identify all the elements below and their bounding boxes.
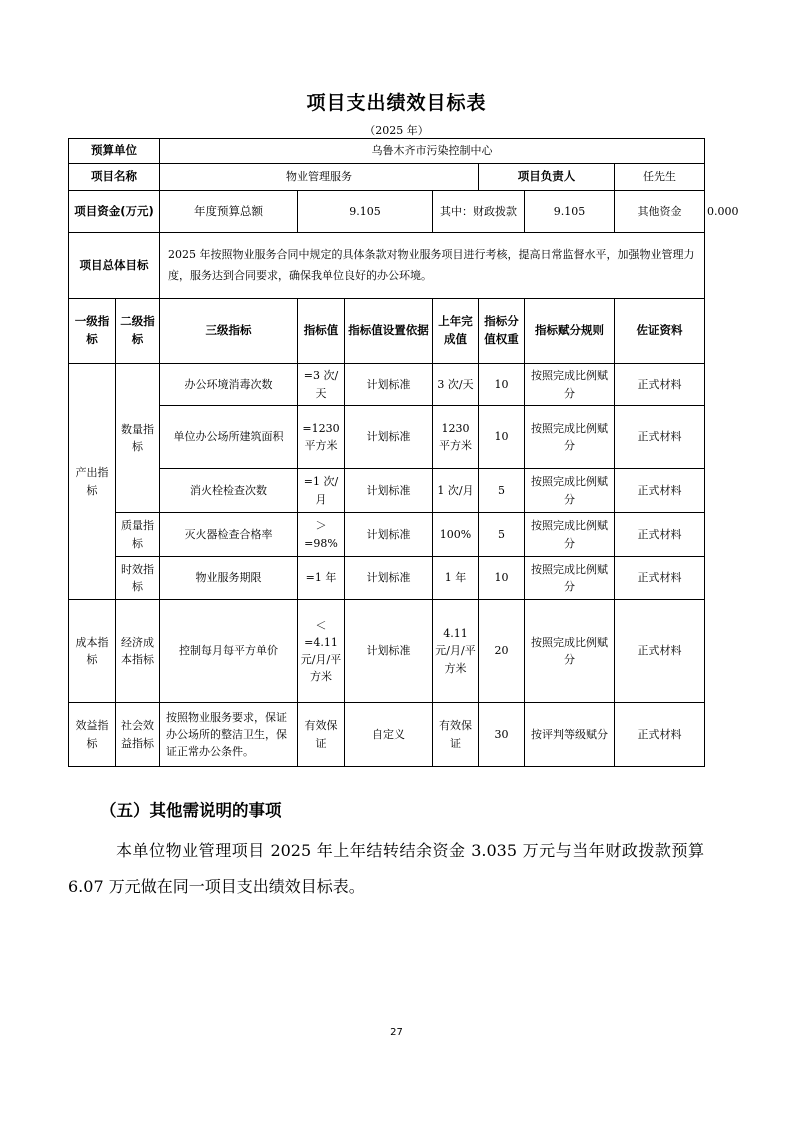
budget-unit-label: 预算单位: [69, 139, 160, 164]
level2-cell: 质量指标: [116, 513, 160, 557]
header-evidence: 佐证资料: [615, 299, 705, 364]
evidence-cell: 正式材料: [615, 703, 705, 767]
fiscal-value: 9.105: [525, 191, 615, 233]
weight-cell: 10: [479, 364, 525, 406]
funds-label: 项目资金(万元): [69, 191, 160, 233]
value-cell: ＞ =98%: [298, 513, 345, 557]
evidence-cell: 正式材料: [615, 364, 705, 406]
page-title: 项目支出绩效目标表: [306, 92, 487, 114]
level3-cell: 消火栓检查次数: [160, 469, 298, 513]
table-row: [69, 557, 705, 600]
table-row: [69, 364, 705, 406]
level3-cell: 物业服务期限: [160, 557, 298, 600]
table-row: [69, 469, 705, 513]
level2-cell: 经济成本指标: [116, 600, 160, 703]
basis-cell: 计划标准: [345, 557, 433, 600]
level3-cell: 单位办公场所建筑面积: [160, 406, 298, 469]
basis-cell: 计划标准: [345, 406, 433, 469]
other-label: 其他资金: [615, 191, 705, 233]
value-cell: =1 年: [298, 557, 345, 600]
value-cell: =1230 平方米: [298, 406, 345, 469]
rule-cell: 按照完成比例赋分: [525, 513, 615, 557]
table-row: [69, 406, 705, 469]
value-cell: =3 次/天: [298, 364, 345, 406]
explanation-paragraph: 本单位物业管理项目 2025 年上年结转结余资金 3.035 万元与当年财政拨款预算 6.07 万元做在同一项目支出绩效目标表。: [68, 841, 704, 896]
level2-cell: 数量指标: [116, 364, 160, 513]
budget-unit-row: [69, 139, 705, 164]
annual-total-label: 年度预算总额: [160, 191, 298, 233]
value-cell: 有效保证: [298, 703, 345, 767]
header-level2: 二级指标: [116, 299, 160, 364]
annual-total-value: 9.105: [298, 191, 433, 233]
project-name-value: 物业管理服务: [160, 164, 479, 191]
level3-cell: 灭火器检查合格率: [160, 513, 298, 557]
weight-cell: 10: [479, 406, 525, 469]
last-year-cell: 100%: [433, 513, 479, 557]
weight-cell: 10: [479, 557, 525, 600]
funds-row: 项目资金(万元) 年度预算总额 9.105 其中：财政拨款 9.105 其他资金 0.000: [69, 191, 705, 233]
header-basis: 指标值设置依据: [345, 299, 433, 364]
value-cell: =1 次/月: [298, 469, 345, 513]
table-row: [69, 600, 705, 703]
performance-table: [68, 138, 739, 767]
level1-cell: 成本指标: [69, 600, 116, 703]
level3-cell: 按照物业服务要求，保证办公场所的整洁卫生，保证正常办公条件。: [160, 703, 298, 767]
evidence-cell: 正式材料: [615, 513, 705, 557]
rule-cell: 按照完成比例赋分: [525, 469, 615, 513]
table-row: [69, 703, 705, 767]
value-cell: ＜ =4.11 元/月/平方米: [298, 600, 345, 703]
weight-cell: 20: [479, 600, 525, 703]
evidence-cell: 正式材料: [615, 406, 705, 469]
basis-cell: 自定义: [345, 703, 433, 767]
rule-cell: 按评判等级赋分: [525, 703, 615, 767]
weight-cell: 5: [479, 469, 525, 513]
header-level1: 一级指标: [69, 299, 116, 364]
header-rule: 指标赋分规则: [525, 299, 615, 364]
leader-value: 任先生: [615, 164, 705, 191]
header-level3: 三级指标: [160, 299, 298, 364]
last-year-cell: 1 年: [433, 557, 479, 600]
last-year-cell: 4.11 元/月/平方米: [433, 600, 479, 703]
table-row: [69, 513, 705, 557]
header-weight: 指标分值权重: [479, 299, 525, 364]
goal-label: 项目总体目标: [69, 233, 160, 299]
evidence-cell: 正式材料: [615, 600, 705, 703]
level3-cell: 控制每月每平方单价: [160, 600, 298, 703]
project-name-row: [69, 164, 705, 191]
project-name-label: 项目名称: [69, 164, 160, 191]
basis-cell: 计划标准: [345, 469, 433, 513]
fiscal-label: 其中：财政拨款: [433, 191, 525, 233]
last-year-cell: 3 次/天: [433, 364, 479, 406]
basis-cell: 计划标准: [345, 513, 433, 557]
rule-cell: 按照完成比例赋分: [525, 557, 615, 600]
level3-cell: 办公环境消毒次数: [160, 364, 298, 406]
level1-cell: 产出指标: [69, 364, 116, 600]
last-year-cell: 有效保证: [433, 703, 479, 767]
level2-cell: 社会效益指标: [116, 703, 160, 767]
header-value: 指标值: [298, 299, 345, 364]
rule-cell: 按照完成比例赋分: [525, 364, 615, 406]
goal-value: 2025 年按照物业服务合同中规定的具体条款对物业服务项目进行考核，提高日常监督水平，加强物业管理力度，服务达到合同要求，确保我单位良好的办公环境。: [160, 233, 705, 299]
last-year-cell: 1 次/月: [433, 469, 479, 513]
rule-cell: 按照完成比例赋分: [525, 406, 615, 469]
level2-cell: 时效指标: [116, 557, 160, 600]
goal-row: [69, 233, 705, 299]
header-row: [69, 299, 705, 364]
evidence-cell: 正式材料: [615, 469, 705, 513]
weight-cell: 5: [479, 513, 525, 557]
evidence-cell: 正式材料: [615, 557, 705, 600]
leader-label: 项目负责人: [479, 164, 615, 191]
year-label: （2025 年）: [364, 124, 429, 137]
weight-cell: 30: [479, 703, 525, 767]
section-title: （五）其他需说明的事项: [100, 801, 282, 820]
page-number: 27: [390, 1027, 403, 1038]
basis-cell: 计划标准: [345, 364, 433, 406]
header-last-year: 上年完成值: [433, 299, 479, 364]
basis-cell: 计划标准: [345, 600, 433, 703]
budget-unit-value: 乌鲁木齐市污染控制中心: [160, 139, 705, 164]
rule-cell: 按照完成比例赋分: [525, 600, 615, 703]
level1-cell: 效益指标: [69, 703, 116, 767]
last-year-cell: 1230 平方米: [433, 406, 479, 469]
